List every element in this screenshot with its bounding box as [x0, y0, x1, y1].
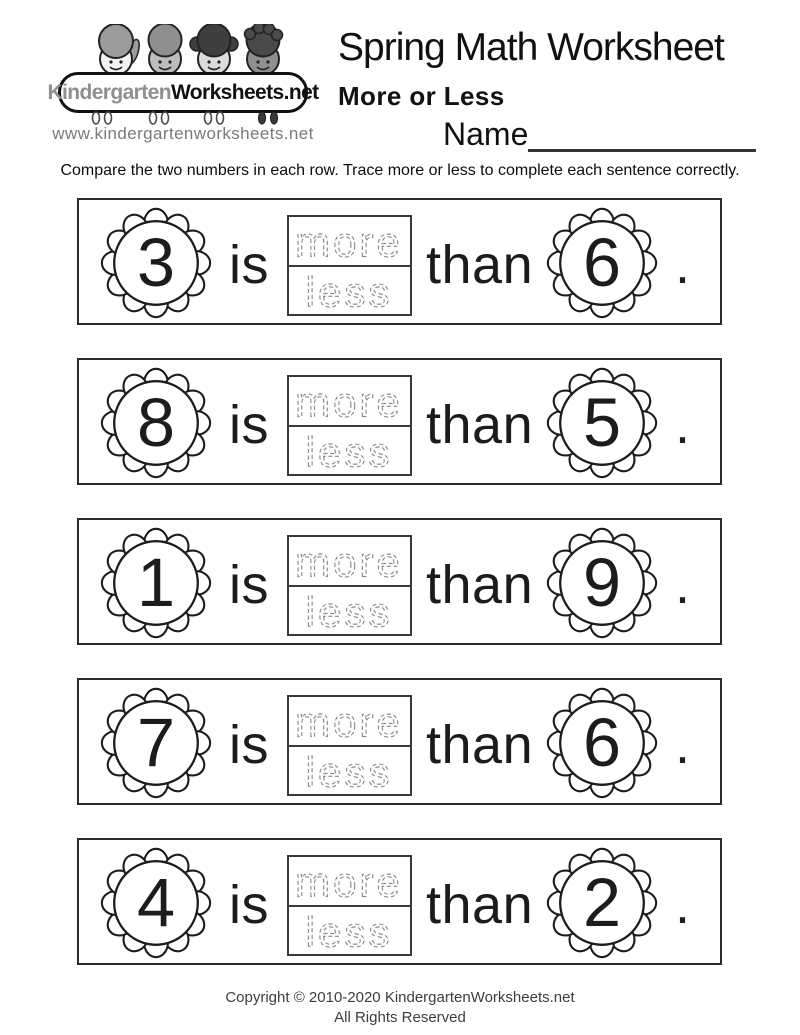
word-is: is: [229, 395, 269, 455]
site-logo: [47, 24, 319, 149]
kid-girl-gray: [99, 24, 142, 75]
trace-more-cell: [289, 537, 410, 585]
sentence-period: .: [675, 395, 691, 455]
logo-url[interactable]: www.kindergartenworksheets.net: [52, 124, 314, 143]
page-title: Spring Math Worksheet: [338, 26, 724, 69]
flower-number-left: [99, 206, 213, 320]
logo-text-gray: Kindergarten: [47, 80, 171, 104]
kids-illustration: [88, 24, 293, 76]
word-than: than: [426, 875, 534, 935]
trace-more-cell: [289, 697, 410, 745]
flower-number-left: [99, 686, 213, 800]
flower-number-right: [545, 366, 659, 480]
flower-number: 8: [136, 385, 176, 461]
word-is: is: [229, 715, 269, 775]
name-blank-line: [528, 116, 756, 152]
flower-number: 6: [582, 705, 622, 781]
word-than: than: [426, 395, 534, 455]
worksheet-row: [77, 838, 722, 965]
trace-more-cell: [289, 377, 410, 425]
sentence-period: .: [675, 555, 691, 615]
flower-number: 4: [136, 865, 176, 941]
more-less-trace-box: [287, 375, 412, 476]
kid-boy-curly: [245, 24, 283, 75]
copyright-footer: [0, 988, 800, 1027]
kid-boy-gray: [149, 24, 182, 75]
worksheet-row: [77, 678, 722, 805]
sentence-period: .: [675, 715, 691, 775]
flower-number-right: [545, 846, 659, 960]
flower-number-right: [545, 206, 659, 320]
flower-number: 5: [582, 385, 622, 461]
rights-line: All Rights Reserved: [334, 1008, 466, 1026]
word-than: than: [426, 235, 534, 295]
trace-word-more: more: [295, 698, 403, 744]
word-is: is: [229, 555, 269, 615]
trace-more-cell: [289, 217, 410, 265]
flower-number-right: [545, 686, 659, 800]
more-less-trace-box: [287, 695, 412, 796]
name-field: [443, 112, 756, 152]
logo-banner: [47, 72, 319, 113]
trace-word-more: more: [295, 858, 403, 904]
trace-less-cell: [289, 265, 410, 313]
flower-number: 9: [582, 545, 622, 621]
page-subtitle: More or Less: [338, 81, 505, 111]
trace-word-more: more: [295, 538, 403, 584]
flower-number-right: [545, 526, 659, 640]
trace-word-less: less: [305, 268, 393, 312]
trace-word-less: less: [305, 588, 393, 632]
sentence-period: .: [675, 235, 691, 295]
flower-number-left: [99, 366, 213, 480]
trace-word-more: more: [295, 378, 403, 424]
more-less-trace-box: [287, 855, 412, 956]
kid-girl-pigtails: [190, 24, 238, 75]
flower-number: 2: [582, 865, 622, 941]
trace-word-less: less: [305, 748, 393, 792]
worksheet-row: [77, 358, 722, 485]
trace-less-cell: [289, 425, 410, 473]
worksheet-row: [77, 198, 722, 325]
word-is: is: [229, 875, 269, 935]
word-than: than: [426, 715, 534, 775]
word-is: is: [229, 235, 269, 295]
trace-more-cell: [289, 857, 410, 905]
trace-less-cell: [289, 585, 410, 633]
trace-less-cell: [289, 905, 410, 953]
trace-less-cell: [289, 745, 410, 793]
flower-number-left: [99, 846, 213, 960]
sentence-period: .: [675, 875, 691, 935]
flower-number: 1: [136, 545, 176, 621]
flower-number-left: [99, 526, 213, 640]
more-less-trace-box: [287, 215, 412, 316]
flower-number: 7: [136, 705, 176, 781]
more-less-trace-box: [287, 535, 412, 636]
trace-word-less: less: [305, 908, 393, 952]
worksheet-row: [77, 518, 722, 645]
title-block: [338, 26, 724, 112]
instructions-text: Compare the two numbers in each row. Trace more or less to complete each sentence correctly.: [60, 162, 740, 179]
trace-word-less: less: [305, 428, 393, 472]
trace-word-more: more: [295, 218, 403, 264]
name-label: Name: [443, 115, 529, 152]
flower-number: 3: [136, 225, 176, 301]
copyright-line: Copyright © 2010-2020 KindergartenWorksheets.net: [225, 989, 575, 1006]
flower-number: 6: [582, 225, 622, 301]
word-than: than: [426, 555, 534, 615]
logo-text-black: Worksheets.net: [170, 80, 319, 104]
